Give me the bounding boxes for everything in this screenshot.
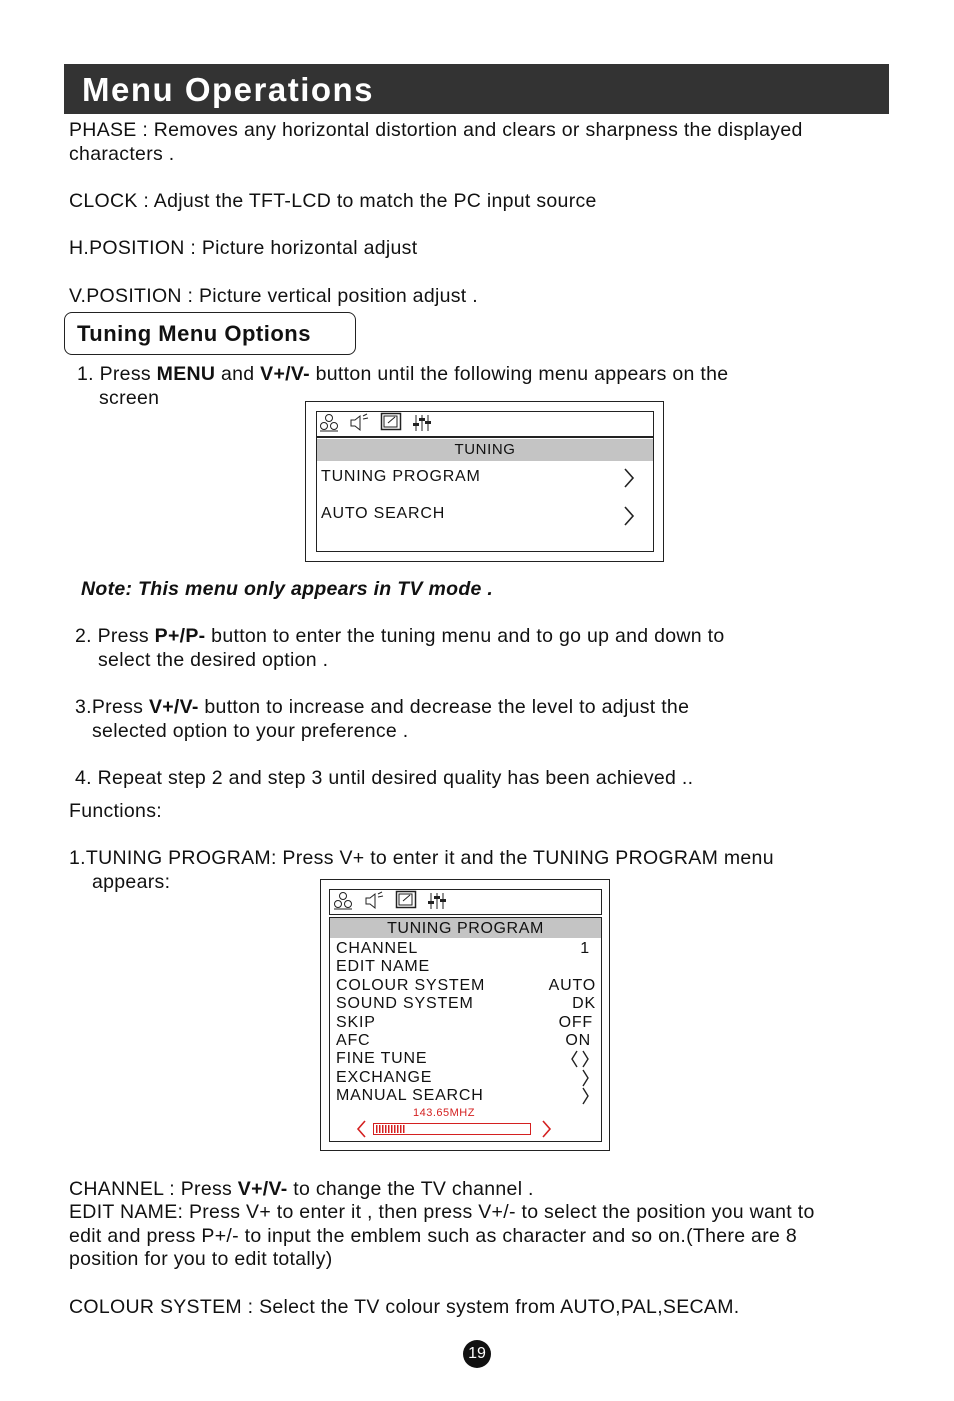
colour-system-label: COLOUR SYSTEM (336, 976, 486, 994)
list-item[interactable] (336, 1050, 596, 1068)
chevron-right-icon[interactable] (623, 467, 635, 489)
tuning-menu-header: TUNING (317, 439, 653, 461)
fine-tune-label: FINE TUNE (336, 1050, 428, 1068)
tuning-program-list (336, 940, 596, 1106)
edit-name-description: EDIT NAME: Press V+ to enter it , then press V+/- to select the position you want to (69, 1201, 815, 1223)
channel-description (69, 1177, 534, 1201)
program-key: P+/P- (154, 625, 206, 647)
tv-mode-note: Note: This menu only appears in TV mode . (81, 578, 494, 600)
step-2 (75, 624, 725, 648)
list-item[interactable] (336, 977, 596, 995)
sound-system-value: DK (572, 995, 596, 1013)
menu-item-auto-search[interactable]: AUTO SEARCH (321, 505, 446, 522)
edit-name-label: EDIT NAME (336, 958, 431, 976)
functions-heading: Functions: (69, 800, 162, 822)
afc-value: ON (565, 1031, 591, 1049)
skip-value: OFF (558, 1013, 593, 1031)
volume-key: V+/V- (260, 363, 310, 385)
picture-icon (318, 413, 340, 433)
step-1-cont: screen (99, 387, 160, 409)
volume-key: V+/V- (237, 1178, 288, 1200)
colour-system-value: AUTO (548, 976, 596, 994)
sound-icon (364, 891, 386, 911)
step-3-text: 3.Press (75, 696, 149, 718)
chevron-right-icon[interactable] (581, 1069, 596, 1087)
sound-icon (349, 413, 371, 433)
fine-tune-arrows[interactable] (570, 1050, 596, 1068)
step-2-text: 2. Press (75, 625, 155, 647)
channel-desc-text-end: to change the TV channel . (287, 1178, 534, 1200)
step-4: 4. Repeat step 2 and step 3 until desired quality has been achieved .. (75, 767, 694, 789)
volume-key: V+/V- (148, 696, 199, 718)
chevron-right-icon[interactable] (581, 1050, 590, 1068)
step-2-text-end: button to enter the tuning menu and to go up and down to (205, 625, 725, 647)
list-item[interactable] (336, 995, 596, 1013)
section-title: Tuning Menu Options (77, 321, 311, 346)
picture-icon (332, 891, 354, 911)
list-item[interactable] (336, 1032, 596, 1050)
frequency-readout: 143.65MHZ (413, 1107, 475, 1119)
list-item[interactable] (336, 1087, 596, 1105)
colour-system-description: COLOUR SYSTEM : Select the TV colour system from AUTO,PAL,SECAM. (69, 1296, 740, 1318)
search-right-arrow-icon[interactable] (541, 1119, 553, 1139)
edit-name-description-end: position for you to edit totally) (69, 1248, 333, 1270)
step-3-text-end: button to increase and decrease the level to adjust the (198, 696, 690, 718)
tuning-program-header: TUNING PROGRAM (330, 918, 601, 938)
phase-definition: PHASE : Removes any horizontal distortion and clears or sharpness the displayed (69, 119, 803, 141)
chevron-left-icon[interactable] (570, 1050, 579, 1068)
setup-icon (395, 890, 417, 910)
menu-key: MENU (156, 363, 216, 385)
exchange-label: EXCHANGE (336, 1068, 433, 1086)
step-1-text: 1. Press (77, 363, 157, 385)
step-1-text-end: button until the following menu appears on the (309, 363, 729, 385)
menu-item-tuning-program[interactable]: TUNING PROGRAM (321, 468, 481, 485)
channel-label: CHANNEL (336, 940, 419, 957)
function-1: 1.TUNING PROGRAM: Press V+ to enter it and the TUNING PROGRAM menu (69, 847, 774, 869)
list-item[interactable] (336, 1014, 596, 1032)
manual-search-label: MANUAL SEARCH (336, 1087, 484, 1105)
step-1 (77, 362, 728, 386)
frequency-bar[interactable] (373, 1123, 531, 1135)
function-1-cont: appears: (92, 871, 171, 893)
step-1-text-mid: and (215, 363, 261, 385)
skip-label: SKIP (336, 1013, 376, 1031)
clock-definition: CLOCK : Adjust the TFT-LCD to match the PC input source (69, 190, 597, 212)
vposition-definition: V.POSITION : Picture vertical position adjust . (69, 285, 478, 307)
sound-system-label: SOUND SYSTEM (336, 995, 474, 1013)
step-3-cont: selected option to your preference . (92, 720, 409, 742)
setup-icon (380, 412, 402, 432)
frequency-bar-fill (376, 1125, 406, 1133)
channel-desc-text: CHANNEL : Press (69, 1178, 238, 1200)
tuning-icon (411, 413, 433, 433)
step-3 (75, 695, 689, 719)
list-item[interactable] (336, 958, 596, 976)
page-title: Menu Operations (82, 71, 375, 108)
search-left-arrow-icon[interactable] (355, 1119, 367, 1139)
phase-definition-cont: characters . (69, 143, 175, 165)
page-number: 19 (463, 1340, 491, 1368)
step-2-cont: select the desired option . (98, 649, 329, 671)
edit-name-description-cont: edit and press P+/- to input the emblem such as character and so on.(There are 8 (69, 1225, 798, 1247)
hposition-definition: H.POSITION : Picture horizontal adjust (69, 237, 418, 259)
afc-label: AFC (336, 1031, 371, 1049)
channel-value: 1 (580, 940, 590, 957)
list-item[interactable] (336, 1069, 596, 1087)
list-item[interactable] (336, 940, 596, 958)
chevron-right-icon[interactable] (581, 1087, 596, 1105)
tuning-icon (426, 891, 448, 911)
chevron-right-icon[interactable] (623, 505, 635, 527)
